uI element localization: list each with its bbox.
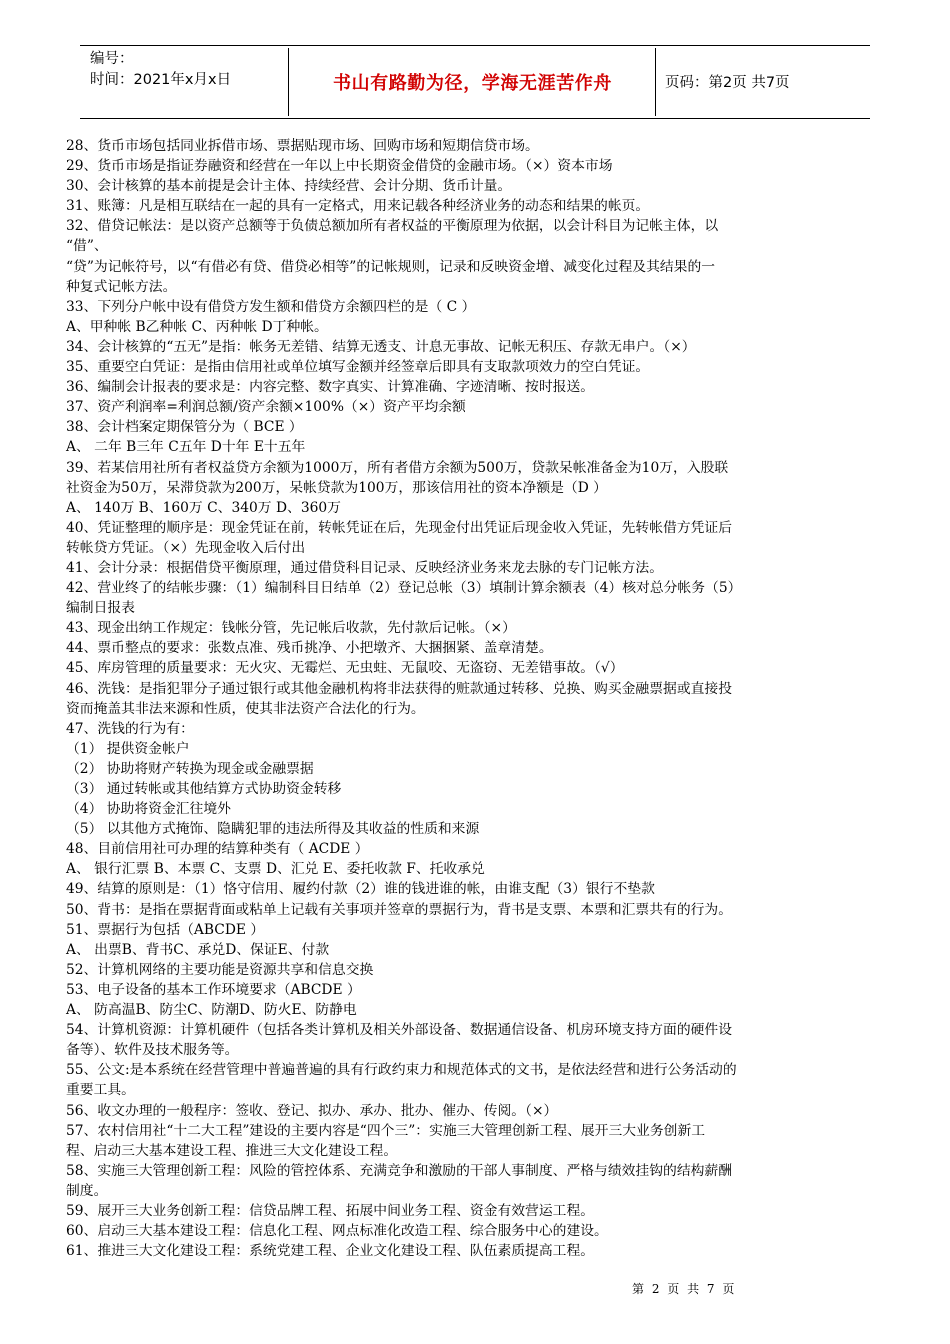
- document-line: 61、推进三大文化建设工程：系统党建工程、企业文化建设工程、队伍素质提高工程。: [66, 1243, 595, 1260]
- document-line: 53、电子设备的基本工作环境要求（ABCDE ）: [66, 981, 361, 998]
- document-line: A、甲种帐 B乙种帐 C、丙种帐 D丁种帐。: [66, 318, 328, 335]
- document-line: “借”、: [66, 238, 108, 255]
- document-line: 52、计算机网络的主要功能是资源共享和信息交换: [66, 961, 374, 978]
- document-line: 编制日报表: [66, 600, 135, 617]
- document-line: 31、账簿：凡是相互联结在一起的具有一定格式，用来记载各种经济业务的动态和结果的帐页。: [66, 198, 650, 215]
- document-line: 32、借贷记帐法：是以资产总额等于负债总额加所有者权益的平衡原理为依据，以会计科目为记帐主体，以: [66, 218, 719, 235]
- document-line: 39、若某信用社所有者权益贷方余额为1000万，所有者借方余额为500万，贷款呆帐准备金为10万，入股联: [66, 459, 729, 476]
- document-line: 备等）、软件及技术服务等。: [66, 1042, 239, 1059]
- document-line: 54、计算机资源：计算机硬件（包括各类计算机及相关外部设备、数据通信设备、机房环境支持方面的硬件设: [66, 1022, 733, 1039]
- document-line: 转帐贷方凭证。（×）先现金收入后付出: [66, 539, 306, 556]
- document-line: 28、货币市场包括同业拆借市场、票据贴现市场、回购市场和短期信贷市场。: [66, 138, 539, 154]
- document-line: 41、会计分录：根据借贷平衡原理，通过借贷科目记录、反映经济业务来龙去脉的专门记帐方法。: [66, 559, 664, 576]
- document-line: “贷”为记帐符号，以“有借必有贷、借贷必相等”的记帐规则，记录和反映资金增、减变化过程及其结果的一: [66, 258, 716, 275]
- document-line: 50、背书：是指在票据背面或粘单上记载有关事项并签章的票据行为，背书是支票、本票和汇票共有的行为。: [66, 901, 733, 918]
- header-divider: [288, 48, 289, 116]
- document-line: 42、营业终了的结帐步骤：（1）编制科目日结单（2）登记总帐（3）填制计算余额表（4）核对总分帐务（5）: [66, 580, 742, 597]
- header-divider: [655, 48, 656, 116]
- document-line: A、 出票B、背书C、承兑D、保证E、付款: [66, 941, 330, 958]
- document-line: 种复式记帐方法。: [66, 278, 177, 295]
- document-line: 资而掩盖其非法来源和性质，使其非法资产合法化的行为。: [66, 700, 425, 717]
- document-line: A、 二年 B三年 C五年 D十年 E十五年: [66, 439, 306, 456]
- document-line: 34、会计核算的“五无”是指：帐务无差错、结算无透支、计息无事故、记帐无积压、存款无串户。（×）: [66, 338, 696, 355]
- document-body: [66, 136, 884, 1261]
- document-time-label: 时间：2021年x月x日: [90, 72, 232, 88]
- document-line: 33、下列分户帐中设有借贷方发生额和借贷方余额四栏的是（ C ）: [66, 298, 476, 315]
- document-line: （5） 以其他方式掩饰、隐瞒犯罪的违法所得及其收益的性质和来源: [66, 821, 480, 838]
- document-line: （2） 协助将财产转换为现金或金融票据: [66, 760, 314, 777]
- document-line: 38、会计档案定期保管分为（ BCE ）: [66, 419, 303, 436]
- header-meta: [90, 49, 280, 91]
- document-line: 30、会计核算的基本前提是会计主体、持续经营、会计分期、货币计量。: [66, 178, 512, 195]
- document-line: 重要工具。: [66, 1082, 135, 1099]
- document-line: 29、货币市场是指证券融资和经营在一年以上中长期资金借贷的金融市场。（×）资本市场: [66, 158, 613, 175]
- document-line: A、 140万 B、160万 C、340万 D、360万: [66, 499, 341, 516]
- page-header: [80, 45, 870, 119]
- document-line: 48、目前信用社可办理的结算种类有（ ACDE ）: [66, 841, 369, 858]
- document-line: 程、启动三大基本建设工程、推进三大文化建设工程。: [66, 1142, 398, 1159]
- document-line: 60、启动三大基本建设工程：信息化工程、网点标准化改造工程、综合服务中心的建设。: [66, 1223, 608, 1240]
- document-line: 40、凭证整理的顺序是：现金凭证在前，转帐凭证在后，先现金付出凭证后现金收入凭证，先转帐借方凭证后: [66, 519, 733, 536]
- document-line: 56、收文办理的一般程序：签收、登记、拟办、承办、批办、催办、传阅。（×）: [66, 1102, 558, 1119]
- document-line: 58、实施三大管理创新工程：风险的管控体系、充满竞争和激励的干部人事制度、严格与绩效挂钩的结构薪酬: [66, 1162, 733, 1179]
- document-line: 制度。: [66, 1182, 108, 1199]
- header-motto: 书山有路勤为径，学海无涯苦作舟: [333, 73, 612, 94]
- document-line: 45、库房管理的质量要求：无火灾、无霉烂、无虫蛀、无鼠咬、无盗窃、无差错事故。（√）: [66, 660, 624, 677]
- header-page-number: 页码：第2页 共7页: [665, 75, 790, 91]
- document-line: 57、农村信用社“十二大工程”建设的主要内容是“四个三”：实施三大管理创新工程、展开三大业务创新工: [66, 1122, 706, 1139]
- document-line: 59、展开三大业务创新工程：信贷品牌工程、拓展中间业务工程、资金有效营运工程。: [66, 1202, 595, 1219]
- document-line: 37、资产利润率=利润总额/资产余额×100%（×）资产平均余额: [66, 399, 466, 416]
- document-line: 社资金为50万，呆滞贷款为200万，呆帐贷款为100万，那该信用社的资本净额是（D ）: [66, 479, 607, 496]
- document-line: A、 防高温B、防尘C、防潮D、防火E、防静电: [66, 1002, 357, 1019]
- document-line: 43、现金出纳工作规定：钱帐分管，先记帐后收款，先付款后记帐。（×）: [66, 620, 516, 637]
- document-line: 47、洗钱的行为有：: [66, 720, 194, 737]
- document-line: （3） 通过转帐或其他结算方式协助资金转移: [66, 781, 342, 797]
- document-number-label: 编号：: [90, 51, 134, 67]
- document-line: 51、票据行为包括（ABCDE ）: [66, 921, 265, 938]
- document-line: 44、票币整点的要求：张数点准、残币挑净、小把墩齐、大捆捆紧、盖章清楚。: [66, 640, 553, 657]
- document-line: 36、编制会计报表的要求是：内容完整、数字真实、计算准确、字迹清晰、按时报送。: [66, 379, 595, 396]
- document-line: 46、洗钱：是指犯罪分子通过银行或其他金融机构将非法获得的赃款通过转移、兑换、购买金融票据或直接投: [66, 680, 733, 697]
- document-line: 55、公文:是本系统在经营管理中普遍普遍的具有行政约束力和规范体式的文书，是依法经营和进行公务活动的: [66, 1062, 737, 1079]
- document-line: （4） 协助将资金汇往境外: [66, 801, 231, 818]
- document-line: 35、重要空白凭证：是指由信用社或单位填写金额并经签章后即具有支取款项效力的空白凭证。: [66, 359, 650, 376]
- document-line: A、 银行汇票 B、本票 C、支票 D、汇兑 E、委托收款 F、托收承兑: [66, 861, 485, 878]
- page-footer: 第 2 页 共 7 页: [632, 1282, 737, 1296]
- document-line: （1） 提供资金帐户: [66, 740, 190, 757]
- document-line: 49、结算的原则是：（1）恪守信用、履约付款（2）谁的钱进谁的帐，由谁支配（3）银行不垫款: [66, 881, 655, 898]
